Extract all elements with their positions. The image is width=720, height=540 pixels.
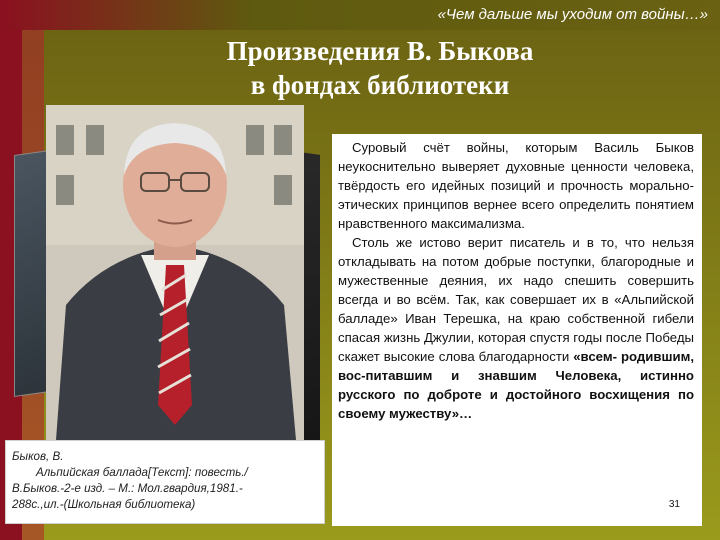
caption-line-4: 288с.,ил.-(Школьная библиотека) xyxy=(12,498,196,511)
article-text-box xyxy=(332,134,702,526)
title-line-1: Произведения В. Быкова xyxy=(226,36,534,66)
portrait-illustration xyxy=(46,105,304,440)
caption-line-3: В.Быков.-2-е изд. – М.: Мол.гвардия,1981.- xyxy=(12,482,243,495)
slide-subtitle: «Чем дальше мы уходим от войны…» xyxy=(437,6,708,23)
article-paragraph-2-text: Столь же истово верит писатель и в то, что нельзя откладывать на потом добрые поступки, благородные и мужественные деяния, их надо спешить совершить всегда и во всём. Так, как совершает их в «Альпийской балладе» Иван Терешка, на краю собственной гибели спасая жизнь Джулии, которая спустя годы после Победы скажет высокие слова благодарности xyxy=(338,235,694,364)
caption-line-1: Быков, В. xyxy=(12,450,64,463)
page-number: 31 xyxy=(668,499,680,510)
title-line-2: в фондах библиотеки xyxy=(250,70,510,100)
article-paragraph-2 xyxy=(338,233,694,423)
caption-line-2: Альпийская баллада[Текст]: повесть./ xyxy=(36,466,248,479)
author-portrait xyxy=(46,105,304,440)
slide-title xyxy=(150,34,610,102)
article-paragraph-1: Суровый счёт войны, которым Василь Быков неукоснительно выверяет духовные ценности человека, твёрдость его идейных позиций и прочность морально-этических принципов вернее всего определить понятием нравственного максимализма. xyxy=(338,140,694,231)
article-quote: «всем- родившим, вос-питавшим и знавшим Человека, истинно русского по доброте и достойного восхищения по своему мужеству»… xyxy=(338,349,694,421)
book-caption xyxy=(5,440,325,524)
